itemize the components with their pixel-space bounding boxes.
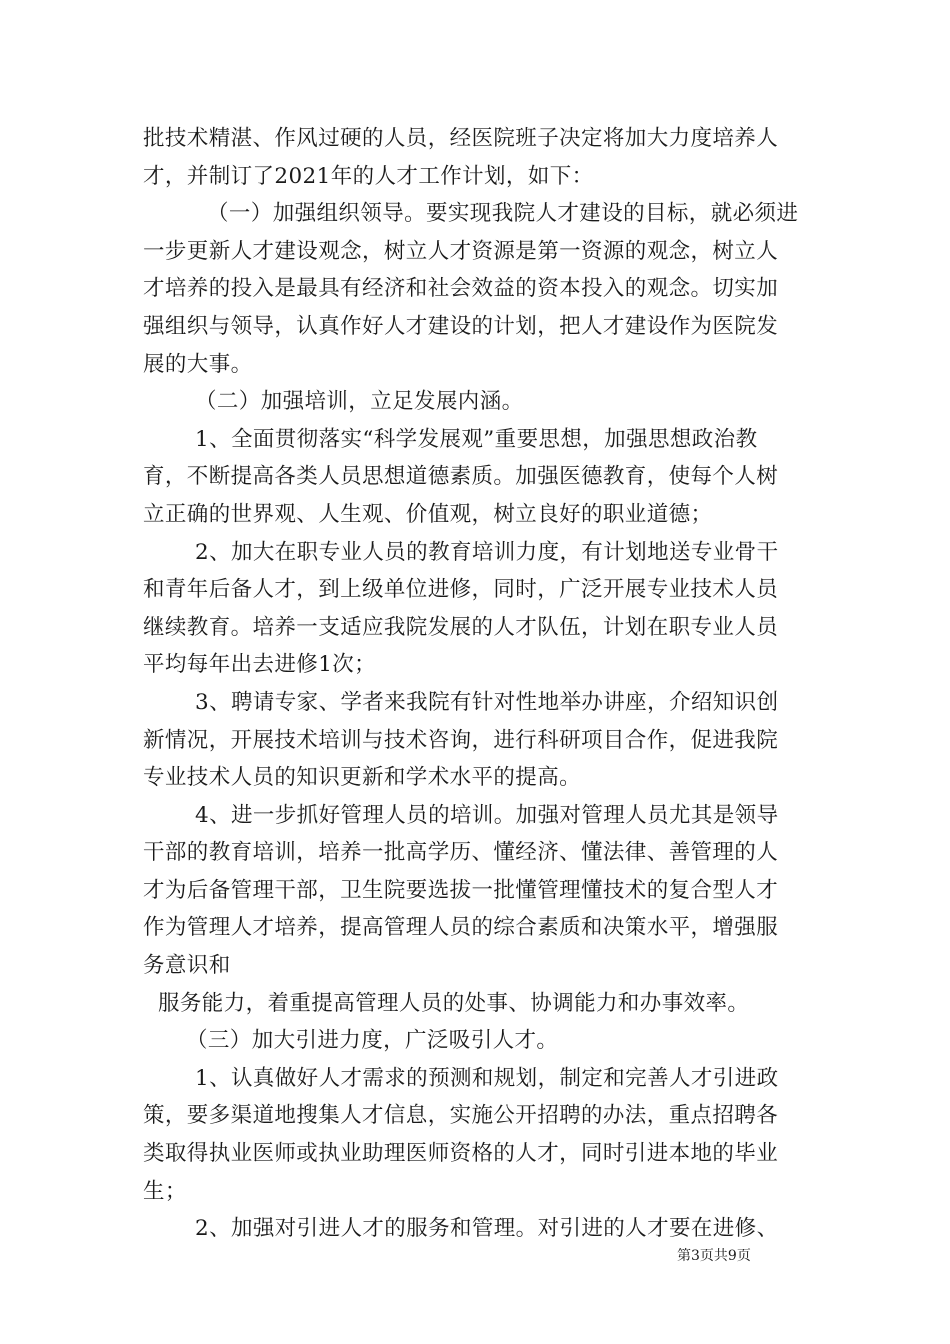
text-line: 展的大事。 — [143, 351, 253, 377]
text-line: 类取得执业医师或执业助理医师资格的人才，同时引进本地的毕业 — [143, 1141, 779, 1167]
text-line: 立正确的世界观、人生观、价值观，树立良好的职业道德； — [143, 501, 713, 527]
page-number: 第3页共9页 — [677, 1248, 751, 1264]
text-line: 服务能力，着重提高管理人员的处事、协调能力和办事效率。 — [158, 990, 750, 1016]
text-line: 作为管理人才培养，提高管理人员的综合素质和决策水平，增强服 — [143, 915, 779, 941]
text-line: （一）加强组织领导。要实现我院人才建设的目标，就必须进 — [207, 201, 799, 227]
text-line: （三）加大引进力度，广泛吸引人才。 — [186, 1028, 559, 1054]
text-line: 和青年后备人才，到上级单位进修，同时，广泛开展专业技术人员 — [143, 577, 779, 603]
text-line: 平均每年出去进修1次； — [143, 652, 377, 678]
text-line: 1、认真做好人才需求的预测和规划，制定和完善人才引进政 — [195, 1065, 779, 1091]
text-line: 育，不断提高各类人员思想道德素质。加强医德教育，使每个人树 — [143, 464, 779, 490]
document-body — [143, 120, 813, 1248]
text-line: 2、加大在职专业人员的教育培训力度，有计划地送专业骨干 — [195, 539, 779, 565]
text-line: 生； — [143, 1178, 187, 1204]
text-line: 干部的教育培训，培养一批高学历、懂经济、懂法律、善管理的人 — [143, 840, 779, 866]
text-line: （二）加强培训，立足发展内涵。 — [195, 389, 524, 415]
text-line: 2、加强对引进人才的服务和管理。对引进的人才要在进修、 — [195, 1216, 779, 1242]
text-line: 4、进一步抓好管理人员的培训。加强对管理人员尤其是领导 — [195, 802, 779, 828]
text-line: 才培养的投入是最具有经济和社会效益的资本投入的观念。切实加 — [143, 276, 779, 302]
text-line: 才，并制订了2021年的人才工作计划，如下： — [143, 163, 594, 189]
text-line: 批技术精湛、作风过硬的人员，经医院班子决定将加大力度培养人 — [143, 126, 779, 151]
text-line: 新情况，开展技术培训与技术咨询，进行科研项目合作，促进我院 — [143, 727, 779, 753]
text-line: 专业技术人员的知识更新和学术水平的提高。 — [143, 765, 582, 791]
text-line: 务意识和 — [143, 953, 231, 979]
text-line: 才为后备管理干部，卫生院要选拔一批懂管理懂技术的复合型人才 — [143, 877, 779, 903]
text-line: 策，要多渠道地搜集人才信息，实施公开招聘的办法，重点招聘各 — [143, 1103, 779, 1129]
text-line: 强组织与领导，认真作好人才建设的计划，把人才建设作为医院发 — [143, 313, 779, 339]
text-line: 3、聘请专家、学者来我院有针对性地举办讲座，介绍知识创 — [195, 689, 779, 715]
text-line: 1、全面贯彻落实“科学发展观”重要思想，加强思想政治教 — [195, 426, 758, 452]
text-line: 继续教育。培养一支适应我院发展的人才队伍，计划在职专业人员 — [143, 614, 779, 640]
text-line: 一步更新人才建设观念，树立人才资源是第一资源的观念，树立人 — [143, 238, 779, 264]
